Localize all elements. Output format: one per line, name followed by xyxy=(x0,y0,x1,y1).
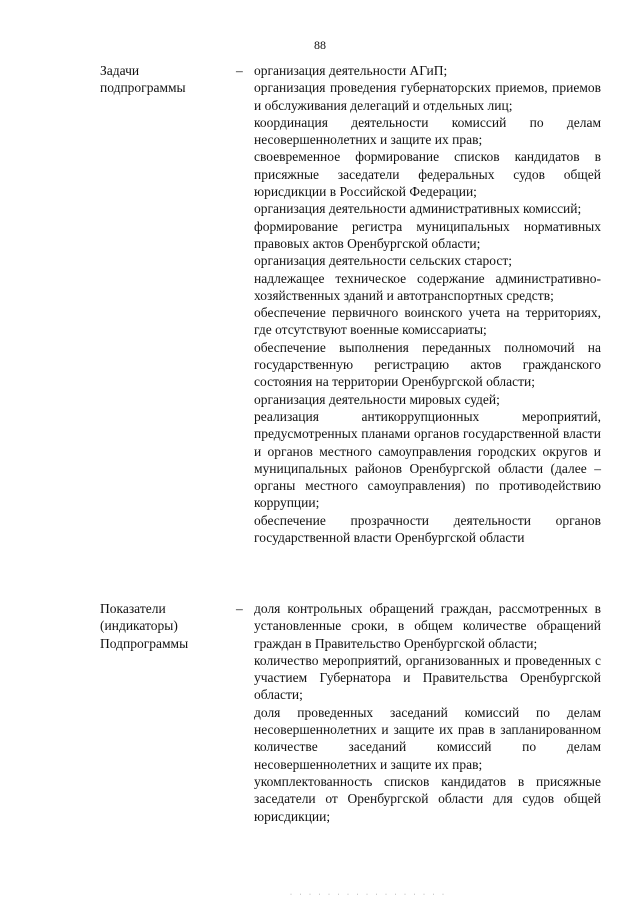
list-item: координация деятельности комиссий по делам несовершеннолетних и защите их прав; xyxy=(254,114,601,148)
cut-off-footer-line: · · · · · · · · · · · · · · · · · xyxy=(290,892,447,896)
list-item: организация деятельности АГиП; xyxy=(254,63,448,78)
list-item: организация проведения губернаторских приемов, приемов и обслуживания делегаций и отдельных лиц; xyxy=(254,80,601,113)
list-item: реализация антикоррупционных мероприятий, предусмотренных планами органов государственной власти и органов местного самоуправления городских округов и муниципальных районов Оренбургской области (далее – органы местного самоуправления) по противодействию коррупции; xyxy=(254,408,601,511)
list-item: организация деятельности мировых судей; xyxy=(254,391,500,407)
list-item: обеспечение первичного воинского учета на территориях, где отсутствуют военные комиссариаты; xyxy=(254,305,601,338)
list-item: надлежащее техническое содержание административно-хозяйственных зданий и автотранспортных средств; xyxy=(254,270,601,303)
section-dash: – xyxy=(236,601,243,616)
section-label xyxy=(100,62,230,97)
section-dash: – xyxy=(236,63,243,78)
label-line: Подпрограммы xyxy=(100,635,189,651)
label-line: Показатели xyxy=(100,601,166,616)
section-items xyxy=(254,600,601,825)
section-items xyxy=(254,62,601,546)
list-item: укомплектованность списков кандидатов в присяжные заседатели от Оренбургской области для судов общей юрисдикции; xyxy=(254,773,601,824)
list-item: количество мероприятий, организованных и проведенных с участием Губернатора и Правительства Оренбургской области; xyxy=(254,652,601,703)
list-item: доля контрольных обращений граждан, рассмотренных в установленные сроки, в общем количестве обращений граждан в Правительство Оренбургской области; xyxy=(254,601,601,651)
label-line: (индикаторы) xyxy=(100,618,178,634)
list-item: формирование регистра муниципальных нормативных правовых актов Оренбургской области; xyxy=(254,218,601,251)
section-label xyxy=(100,600,230,652)
label-line: подпрограммы xyxy=(100,80,186,96)
list-item: обеспечение выполнения переданных полномочий на государственную регистрацию актов гражданского состояния на территории Оренбургской области; xyxy=(254,339,601,390)
list-item: организация деятельности административных комиссий; xyxy=(254,201,582,217)
label-line: Задачи xyxy=(100,63,140,78)
list-item: своевременное формирование списков кандидатов в присяжные заседатели федеральных судов общей юрисдикции в Российской Федерации; xyxy=(254,149,601,200)
list-item: организация деятельности сельских старост; xyxy=(254,253,512,269)
list-item: обеспечение прозрачности деятельности органов государственной власти Оренбургской области xyxy=(254,512,601,546)
list-item: доля проведенных заседаний комиссий по делам несовершеннолетних и защите их прав в запланированном количестве заседаний комиссий по делам несовершеннолетних и защите их прав; xyxy=(254,704,601,772)
page-number: 88 xyxy=(314,38,326,52)
